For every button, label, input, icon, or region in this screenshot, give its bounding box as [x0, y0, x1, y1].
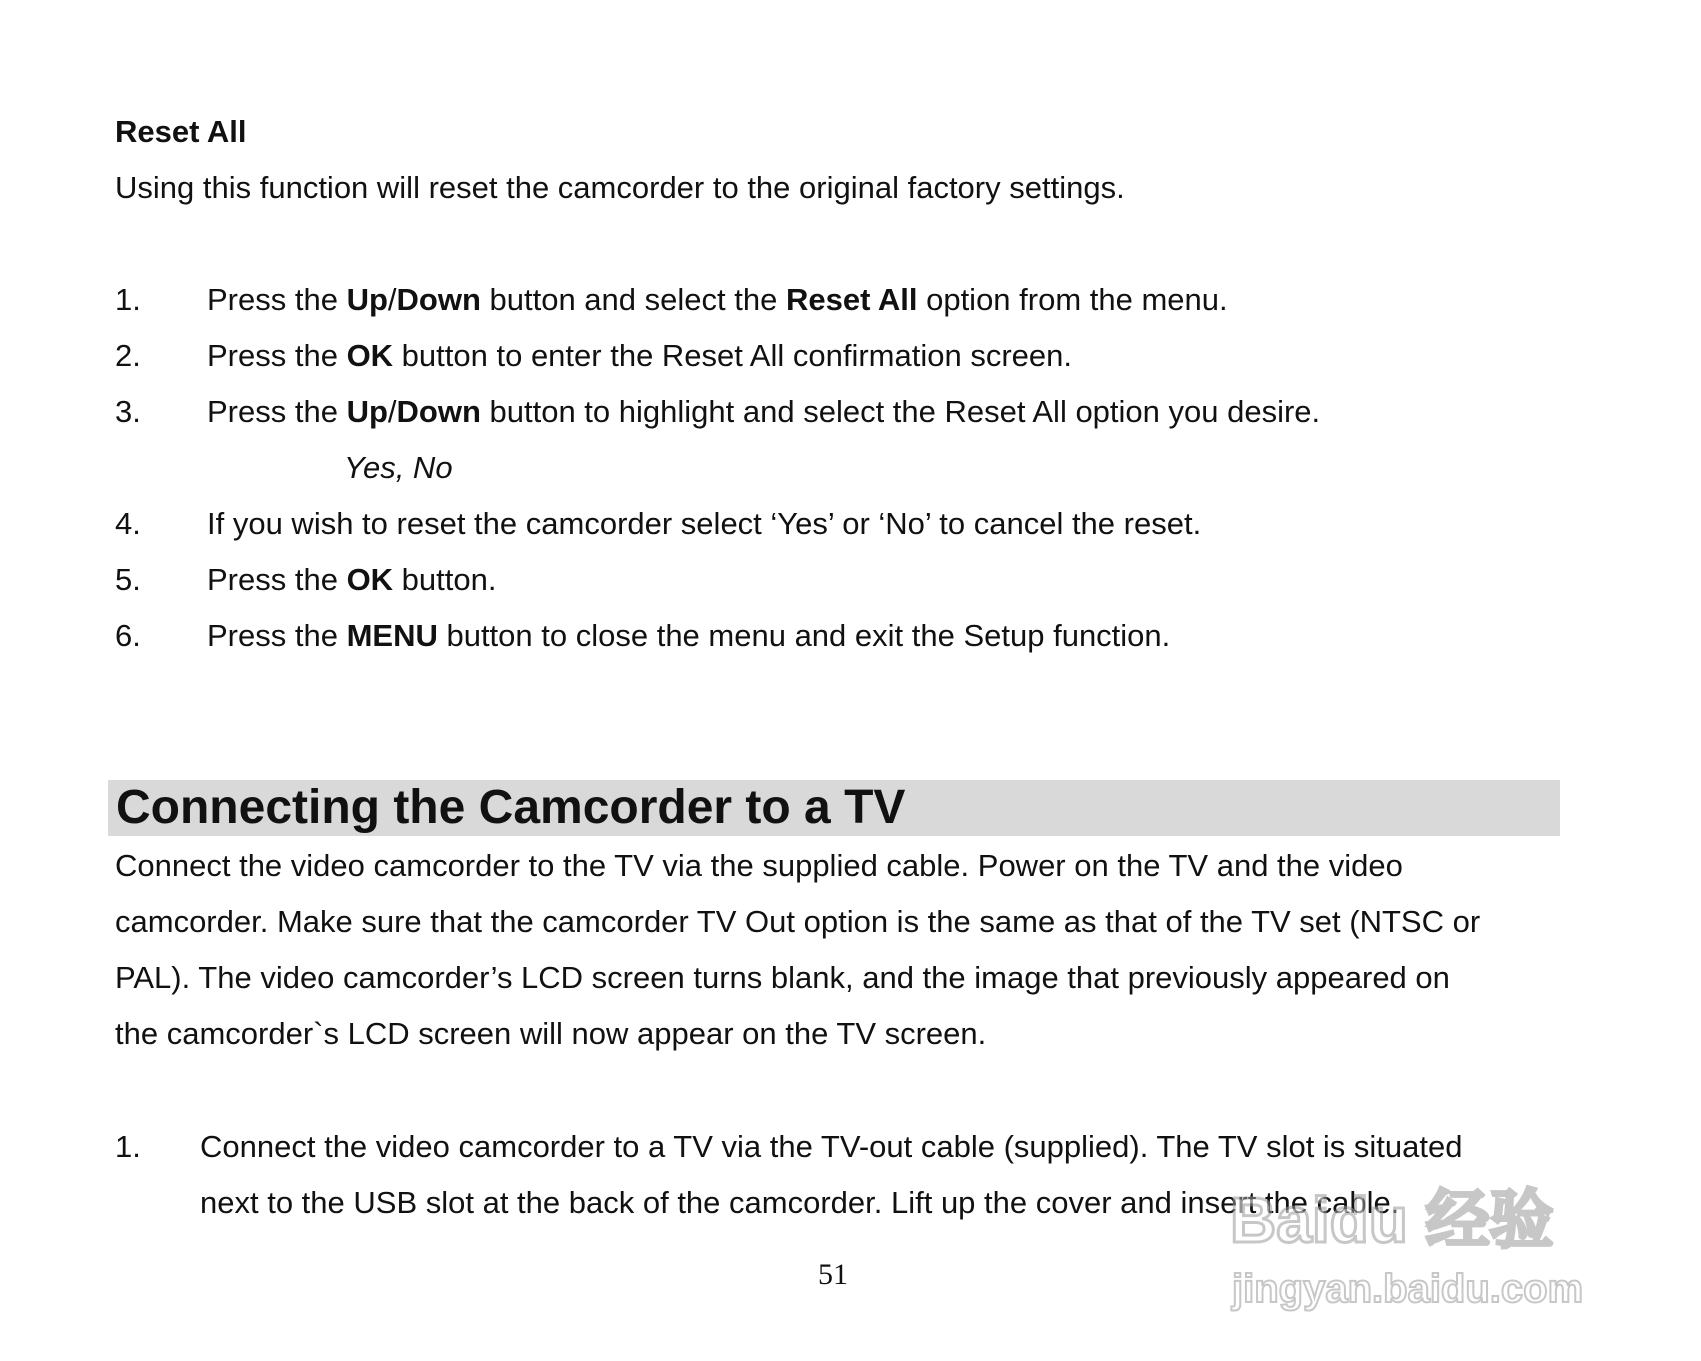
ok-key-label: OK	[346, 562, 394, 597]
watermark-line1: Baidu 经验	[1230, 1184, 1554, 1256]
step-text-part: button to close the menu and exit the Setup function.	[437, 618, 1171, 653]
menu-key-label: MENU	[346, 618, 438, 653]
reset-options: Yes, No	[344, 450, 453, 485]
up-key-label: Up	[346, 394, 388, 429]
step-text-part: Press the	[207, 338, 347, 373]
step-number: 3.	[115, 394, 141, 429]
step-text-part: button.	[393, 562, 497, 597]
step-text-part: Press the	[207, 618, 347, 653]
step-text	[207, 618, 1170, 654]
step-text-line: Connect the video camcorder to a TV via the TV-out cable (supplied). The TV slot is situated	[200, 1129, 1463, 1164]
step-text	[207, 394, 1320, 430]
step-text-part: If you wish to reset the camcorder select ‘Yes’ or ‘No’ to cancel the reset.	[207, 506, 1202, 541]
paragraph-line: camcorder. Make sure that the camcorder TV Out option is the same as that of the TV set (NTSC or	[115, 904, 1481, 939]
baidu-watermark-logo	[1220, 1172, 1640, 1322]
step-number: 6.	[115, 618, 141, 653]
step-text	[207, 562, 496, 598]
up-key-label: Up	[346, 282, 388, 317]
reset-all-option-label: Reset All	[785, 282, 918, 317]
step-text-part: button to highlight and select the Reset All option you desire.	[480, 394, 1321, 429]
reset-all-intro: Using this function will reset the camcorder to the original factory settings.	[115, 170, 1125, 205]
step-text	[207, 338, 1072, 374]
watermark-line2: jingyan.baidu.com	[1232, 1267, 1584, 1311]
ok-key-label: OK	[346, 338, 394, 373]
section-title: Connecting the Camcorder to a TV	[116, 781, 906, 834]
step-text-part: Press the	[207, 562, 347, 597]
step-text-part: Press the	[207, 394, 347, 429]
step-text-part: button to enter the Reset All confirmation screen.	[393, 338, 1072, 373]
step-text-part: button and select the	[480, 282, 786, 317]
reset-all-heading: Reset All	[115, 114, 247, 149]
step-text-part: /	[387, 394, 397, 429]
step-number: 1.	[115, 1129, 141, 1164]
step-text-part: /	[387, 282, 397, 317]
paragraph-line: PAL). The video camcorder’s LCD screen turns blank, and the image that previously appeared on	[115, 960, 1450, 995]
step-text-part: option from the menu.	[917, 282, 1228, 317]
page-number: 51	[818, 1258, 848, 1291]
step-number: 1.	[115, 282, 141, 317]
paragraph-line: the camcorder`s LCD screen will now appear on the TV screen.	[115, 1016, 987, 1051]
step-number: 2.	[115, 338, 141, 373]
step-text-line: next to the USB slot at the back of the camcorder. Lift up the cover and insert the cable.	[200, 1185, 1400, 1220]
down-key-label: Down	[396, 394, 481, 429]
step-number: 5.	[115, 562, 141, 597]
step-text-part: Press the	[207, 282, 347, 317]
step-text	[207, 282, 1228, 318]
paragraph-line: Connect the video camcorder to the TV via the supplied cable. Power on the TV and the video	[115, 848, 1403, 883]
step-number: 4.	[115, 506, 141, 541]
step-text	[207, 506, 1201, 542]
down-key-label: Down	[396, 282, 481, 317]
